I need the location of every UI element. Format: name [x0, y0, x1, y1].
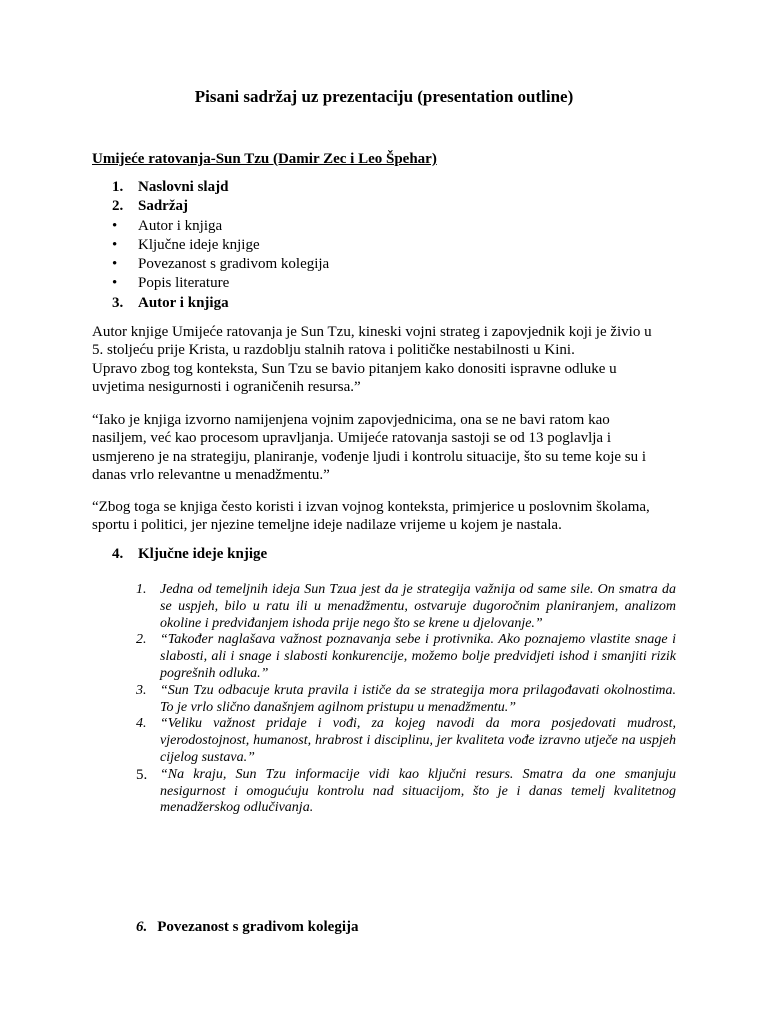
key-idea-item: 3. “Sun Tzu odbacuje kruta pravila i ističe da se strategija mora prilagođavati okolnostima. To je vrlo slično današnjem agilnom pristupu u menadžmentu.”: [136, 682, 676, 715]
page-title: Pisani sadržaj uz prezentaciju (presentation outline): [194, 87, 574, 106]
outline-item: • Povezanost s gradivom kolegija: [112, 256, 330, 273]
outline-item: 3. Autor i knjiga: [112, 294, 229, 311]
outline-list: [112, 178, 329, 313]
section-heading-key-ideas: 4. Ključne ideje knjige: [112, 546, 268, 562]
key-idea-item: 1. Jedna od temeljnih ideja Sun Tzua jest da je strategija važnija od same sile. On smatra da se uspjeh, bilo u ratu ili u menadžmentu, ostvaruje dugoročnim planiranjem, analizom okoline i predviđanjem ishoda prije nego što se krene u djelovanje.”: [136, 582, 676, 631]
outline-item: • Popis literature: [112, 275, 230, 292]
key-idea-item: 4. “Veliku važnost pridaje i vođi, za kojeg navodi da mora posjedovati mudrost, vjerodostojnost, humanost, hrabrost i disciplinu, jer kvaliteta vođe izravno utječe na uspjeh cijelog sustava.”: [136, 716, 676, 765]
outline-item: 1. Naslovni slajd: [112, 179, 229, 195]
outline-item: • Ključne ideje knjige: [112, 236, 260, 253]
key-idea-item: 5. “Na kraju, Sun Tzu informacije vidi kao ključni resurs. Smatra da one smanjuju nesigurnost i omogućuju kontrolu nad situacijom, što je i danas temelj kvalitetnog menadžerskog odlučivanja.: [136, 766, 676, 816]
paragraph-book: “Iako je knjiga izvorno namijenjena vojnim zapovjednicima, ona se ne bavi ratom kao nasiljem, već kao procesom upravljanja. Umijeće ratovanja sastoji se od 13 poglavlja i usmjereno je na strategiju, planiranje, vođenje ljudi i kontrolu situacije, što su teme koje su i danas vrlo relevantne u menadžmentu.”: [92, 412, 647, 483]
key-ideas-list: [136, 582, 676, 817]
outline-item: • Autor i knjiga: [112, 217, 223, 234]
key-idea-item: 2. “Također naglašava važnost poznavanja sebe i protivnika. Ako poznajemo vlastite snage i slabosti, ali i snage i slabosti konkurencije, možemo bolje predvidjeti ishod i smanjiti rizik pogrešnih odluka.”: [136, 632, 676, 681]
paragraph-author: Autor knjige Umijeće ratovanja je Sun Tzu, kineski vojni strateg i zapovjednik koji je živio u 5. stoljeću prije Krista, u razdoblju stalnih ratova i političke nestabilnosti u Kini. Upravo zbog tog konteksta, Sun Tzu se bavio pitanjem kako donositi ispravne odluke u uvjetima nesigurnosti i ograničenih resursa.”: [92, 324, 652, 395]
paragraph-context: “Zbog toga se knjiga često koristi i izvan vojnog konteksta, primjerice u poslovnim školama, sportu i politici, jer njezine temeljne ideje nadilaze vrijeme u kojem je nastala.: [92, 499, 650, 534]
outline-item: 2. Sadržaj: [112, 198, 188, 215]
section-heading-course-connection: 6. Povezanost s gradivom kolegija: [136, 919, 359, 935]
document-subtitle: Umijeće ratovanja-Sun Tzu (Damir Zec i Leo Špehar): [92, 151, 437, 167]
